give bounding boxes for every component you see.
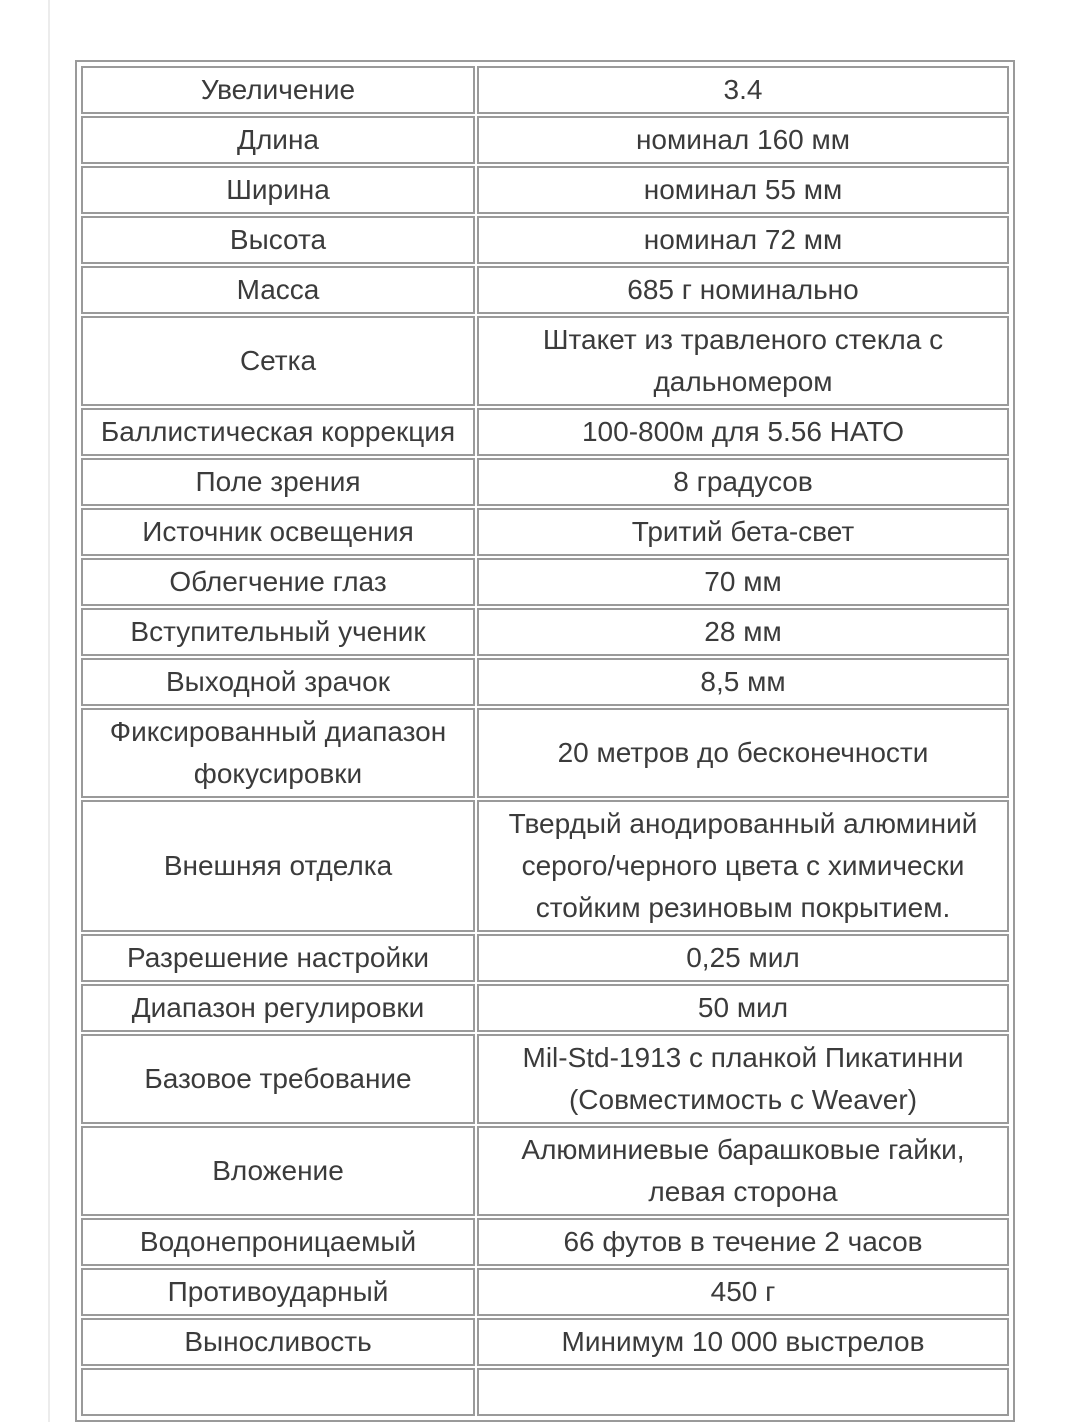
table-row — [81, 116, 1009, 164]
table-row — [81, 800, 1009, 932]
spec-value: 70 мм — [477, 558, 1009, 606]
spec-label: Фиксированный диапазон фокусировки — [81, 708, 475, 798]
table-row — [81, 266, 1009, 314]
table-row-empty — [81, 1368, 1009, 1416]
table-row — [81, 608, 1009, 656]
table-row — [81, 1126, 1009, 1216]
spec-label: Вложение — [81, 1126, 475, 1216]
specifications-table — [75, 60, 1015, 1422]
spec-value: Твердый анодированный алюминий серого/черного цвета с химически стойким резиновым покрытием. — [477, 800, 1009, 932]
table-row — [81, 1318, 1009, 1366]
spec-label: Источник освещения — [81, 508, 475, 556]
spec-value — [477, 1368, 1009, 1416]
table-row — [81, 1034, 1009, 1124]
spec-value: 66 футов в течение 2 часов — [477, 1218, 1009, 1266]
spec-label: Вступительный ученик — [81, 608, 475, 656]
spec-value: 20 метров до бесконечности — [477, 708, 1009, 798]
table-row — [81, 66, 1009, 114]
spec-label: Базовое требование — [81, 1034, 475, 1124]
spec-label: Разрешение настройки — [81, 934, 475, 982]
spec-value: 8 градусов — [477, 458, 1009, 506]
spec-value: номинал 72 мм — [477, 216, 1009, 264]
table-row — [81, 708, 1009, 798]
spec-label: Ширина — [81, 166, 475, 214]
spec-value: 0,25 мил — [477, 934, 1009, 982]
spec-value: Штакет из травленого стекла с дальномером — [477, 316, 1009, 406]
spec-label: Сетка — [81, 316, 475, 406]
spec-value: Mil-Std-1913 с планкой Пикатинни (Совместимость с Weaver) — [477, 1034, 1009, 1124]
table-row — [81, 216, 1009, 264]
spec-label: Противоударный — [81, 1268, 475, 1316]
spec-label: Длина — [81, 116, 475, 164]
table-row — [81, 984, 1009, 1032]
spec-value: номинал 160 мм — [477, 116, 1009, 164]
table-row — [81, 934, 1009, 982]
spec-value: номинал 55 мм — [477, 166, 1009, 214]
table-row — [81, 1218, 1009, 1266]
spec-label: Выносливость — [81, 1318, 475, 1366]
spec-label: Диапазон регулировки — [81, 984, 475, 1032]
spec-label: Масса — [81, 266, 475, 314]
spec-label: Увеличение — [81, 66, 475, 114]
table-row — [81, 1268, 1009, 1316]
spec-label: Внешняя отделка — [81, 800, 475, 932]
spec-label: Высота — [81, 216, 475, 264]
spec-value: 28 мм — [477, 608, 1009, 656]
spec-value: 685 г номинально — [477, 266, 1009, 314]
spec-value: 8,5 мм — [477, 658, 1009, 706]
spec-label — [81, 1368, 475, 1416]
page-margin-rule — [48, 0, 50, 1422]
spec-value: 450 г — [477, 1268, 1009, 1316]
spec-label: Водонепроницаемый — [81, 1218, 475, 1266]
spec-label: Облегчение глаз — [81, 558, 475, 606]
spec-value: 3.4 — [477, 66, 1009, 114]
spec-label: Поле зрения — [81, 458, 475, 506]
specs-grid — [79, 64, 1011, 1418]
spec-label: Выходной зрачок — [81, 658, 475, 706]
table-row — [81, 658, 1009, 706]
table-row — [81, 558, 1009, 606]
table-row — [81, 316, 1009, 406]
table-row — [81, 458, 1009, 506]
spec-value: Тритий бета-свет — [477, 508, 1009, 556]
table-row — [81, 408, 1009, 456]
spec-value: 100-800м для 5.56 НАТО — [477, 408, 1009, 456]
table-row — [81, 508, 1009, 556]
spec-label: Баллистическая коррекция — [81, 408, 475, 456]
table-row — [81, 166, 1009, 214]
spec-value: Минимум 10 000 выстрелов — [477, 1318, 1009, 1366]
spec-value: 50 мил — [477, 984, 1009, 1032]
spec-value: Алюминиевые барашковые гайки, левая сторона — [477, 1126, 1009, 1216]
